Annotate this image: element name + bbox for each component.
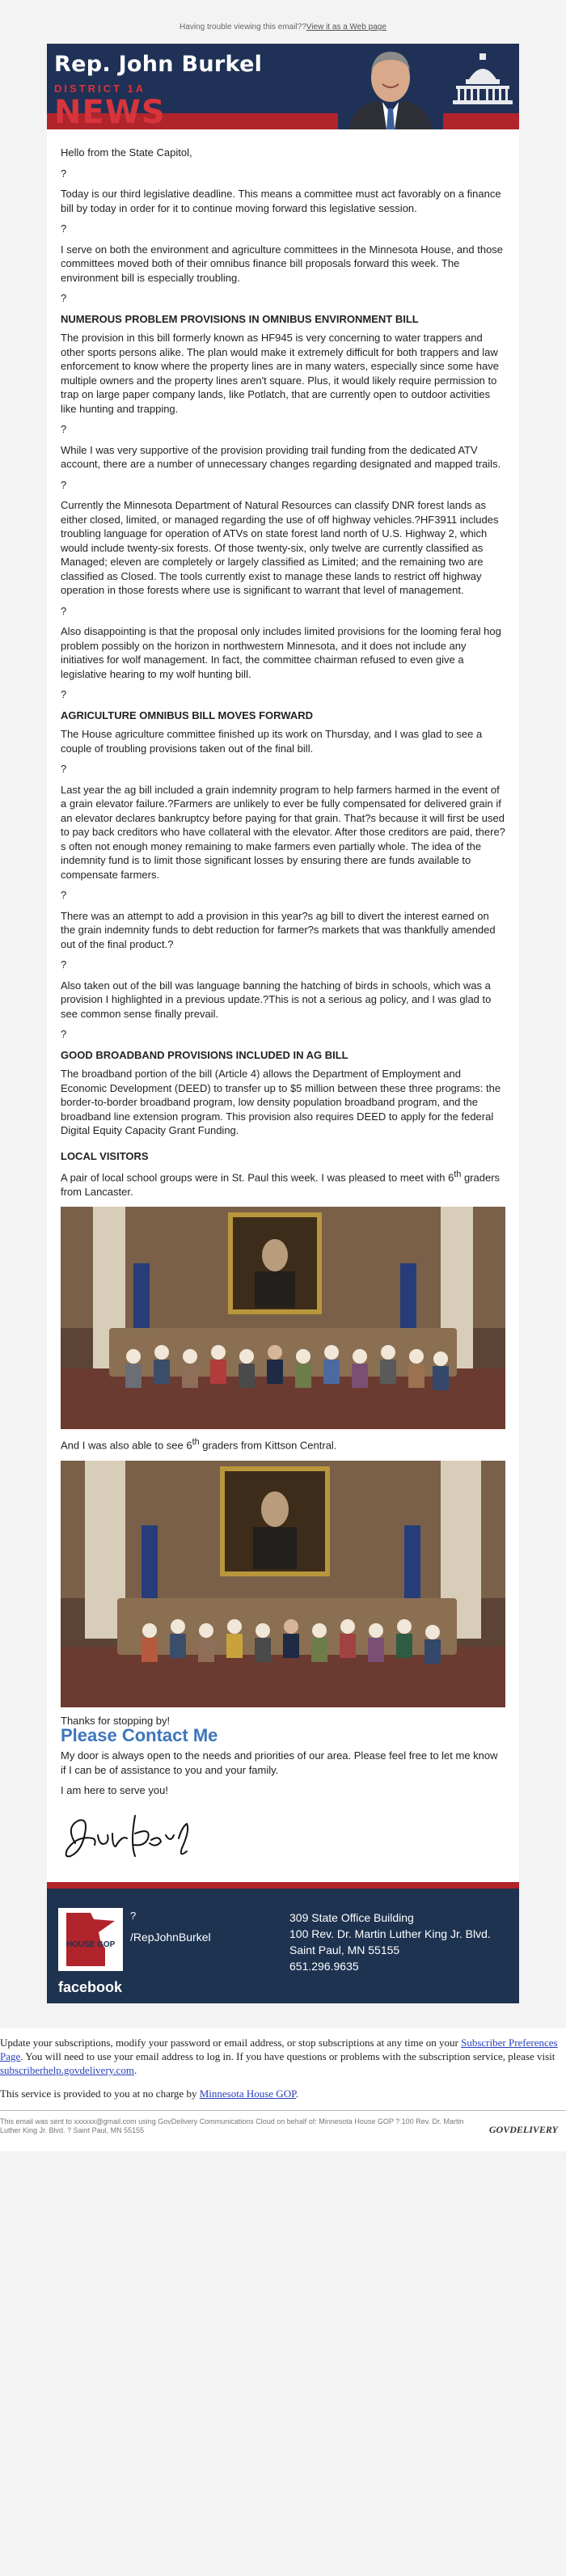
send-info: This email was sent to xxxxxx@gmail.com using GovDelivery Communications Cloud on behalf of: Minnesota House GOP ? 100 Rev. Dr. Martin Luther King Jr. Blvd. ? Saint Paul, MN 55155 xyxy=(0,2117,464,2135)
house-gop-logo[interactable] xyxy=(58,1908,123,1971)
spacer-mark: ? xyxy=(61,604,67,617)
lancaster-group-photo xyxy=(61,1207,505,1429)
spacer-mark: ? xyxy=(61,1028,67,1040)
paragraph: Today is our third legislative deadline. This means a committee must act favorably on a finance bill by today in order for it to continue moving forward this legislative session. xyxy=(61,188,501,214)
spacer-mark: ? xyxy=(61,478,67,491)
capitol-icon xyxy=(451,52,514,108)
rep-name: Rep. John Burkel xyxy=(54,52,263,77)
section-heading: GOOD BROADBAND PROVISIONS INCLUDED IN AG BILL xyxy=(61,1048,348,1061)
spacer-mark: ? xyxy=(61,763,67,775)
kittson-central-group-photo xyxy=(61,1461,505,1707)
subscriber-preferences-link[interactable]: Subscriber Preferences Page xyxy=(0,2037,558,2063)
paragraph: And I was also able to see 6th graders from Kittson Central. xyxy=(61,1437,337,1452)
facebook-label[interactable]: facebook xyxy=(58,1979,123,1996)
facebook-handle-link[interactable]: /RepJohnBurkel xyxy=(130,1931,211,1944)
contact-heading: Please Contact Me xyxy=(61,1724,218,1745)
spacer-mark: ? xyxy=(61,292,67,304)
spacer-mark: ? xyxy=(61,688,67,700)
section-heading: AGRICULTURE OMNIBUS BILL MOVES FORWARD xyxy=(61,709,313,721)
section-heading: LOCAL VISITORS xyxy=(61,1149,149,1162)
greeting: Hello from the State Capitol, xyxy=(61,146,192,159)
govdelivery-logo[interactable]: GOVDELIVERY xyxy=(488,2124,558,2136)
spacer-mark: ? xyxy=(61,889,67,901)
paragraph: My door is always open to the needs and priorities of our area. Please feel free to let me know if I can be of assistance to you and your family. xyxy=(61,1749,498,1776)
rep-portrait xyxy=(338,44,443,129)
service-provider-note: This service is provided to you at no charge by Minnesota House GOP. xyxy=(0,2087,299,2100)
phone-number: 651.296.9635 xyxy=(289,1960,359,1973)
paragraph: A pair of local school groups were in St. Paul this week. I was pleased to meet with 6th graders from Lancaster. xyxy=(61,1170,501,1198)
spacer-mark: ? xyxy=(61,167,67,180)
paragraph: The House agriculture committee finished up its work on Thursday, and I was glad to see a couple of troubling provisions taken out of the final bill. xyxy=(61,728,483,755)
email-card xyxy=(47,44,519,2003)
paragraph: Thanks for stopping by! xyxy=(61,1715,171,1728)
spacer-mark: ? xyxy=(61,222,67,235)
subscriber-help-link[interactable]: subscriberhelp.govdelivery.com xyxy=(0,2064,134,2077)
paragraph: Also disappointing is that the proposal only includes limited provisions for the looming feral hog problem possibly on the horizon in northwestern Minnesota, and it does not include any initiatives for wolf management. In fact, the committee chairman refused to even give a legislative hearing to my wolf hunting bill. xyxy=(61,625,501,680)
spacer-mark: ? xyxy=(61,423,67,435)
news-title: NEWS xyxy=(54,94,166,129)
subscription-info: Update your subscriptions, modify your password or email address, or stop subscriptions at any time on your Subscriber Preferences Page. You will need to use your email address to log in. If you have questions or problems with the subscription service, please visit subscriberhelp.govdelivery.com. xyxy=(0,2037,558,2077)
minnesota-map-icon xyxy=(58,1908,123,1971)
paragraph: I am here to serve you! xyxy=(61,1784,168,1797)
section-heading: NUMEROUS PROBLEM PROVISIONS IN OMNIBUS ENVIRONMENT BILL xyxy=(61,312,419,325)
newsletter-banner xyxy=(47,44,519,129)
contact-footer xyxy=(47,1882,519,2003)
office-address: 309 State Office Building 100 Rev. Dr. Martin Luther King Jr. Blvd. Saint Paul, MN 55155 651.296.9635 xyxy=(289,1911,491,1973)
paragraph: The broadband portion of the bill (Article 4) allows the Department of Employment and Economic Development (DEED) to transfer up to $5 million between these three programs: the border-to-border broadband program, low density population broadband program, and the broadband line extension program. This provision also requires DEED to apply for the federal Digital Equity Capacity Grant Funding. xyxy=(61,1068,501,1136)
spacer-mark: ? xyxy=(61,958,67,971)
paragraph: I serve on both the environment and agriculture committees in the Minnesota House, and those committees moved both of their omnibus finance bill proposals forward this week. The environment bill is especially troubling. xyxy=(61,243,504,284)
paragraph: There was an attempt to add a provision in this year?s ag bill to divert the interest earned on the grain indemnity funds to debt reduction for farmer?s markets that was thankfully amended out of the final product.? xyxy=(61,909,496,950)
district-label: DISTRICT 1A xyxy=(54,82,146,95)
web-version-note: Having trouble viewing this email??View it as a Web page xyxy=(180,23,386,32)
paragraph: While I was very supportive of the provision providing trail funding from the dedicated ATV account, there are a number of unnecessary changes regarding designated and mapped trails. xyxy=(61,443,501,470)
subscription-footer xyxy=(0,2028,566,2151)
email-body xyxy=(47,129,519,1867)
logo-text: HOUSE GOP xyxy=(65,1940,116,1950)
paragraph: Last year the ag bill included a grain indemnity program to help farmers harmed in the event of a grain elevator failure.?Farmers are unlikely to ever be fully compensated for delivered grain if an elevator declares bankruptcy before paying for that grain. That?s because it will first be used to pay back creditors who have collateral with the elevator. After those creditors are paid, there?s often not enough money remaining to make farmers even partially whole. The idea of the indemnity fund is to limit those significant losses by ensuring there are funds available to compensate farmers. xyxy=(61,783,505,881)
paragraph: The provision in this bill formerly known as HF945 is very concerning to water trappers and other sports persons alike. The plan would make it extremely difficult for both trappers and law enforcement to know where the property lines are in many waters, especially since some have multiple owners and the property lines aren't square. Plus, it would likely require permission to trap on large paper company lands, like Potlatch, that are currently open to outdoor activities like hunting and trapping. xyxy=(61,332,499,415)
view-web-page-link[interactable]: View it as a Web page xyxy=(306,23,386,32)
divider xyxy=(0,2110,566,2111)
spacer-mark: ? xyxy=(130,1910,137,1922)
minnesota-house-gop-link[interactable]: Minnesota House GOP xyxy=(199,2087,296,2100)
signature-image xyxy=(61,1811,198,1864)
paragraph: Also taken out of the bill was language banning the hatching of birds in schools, which was a provision I highlighted in a previous update.?This is not a serious ag policy, and I was glad to see common sense finally prevail. xyxy=(61,979,492,1020)
paragraph: Currently the Minnesota Department of Natural Resources can classify DNR forest lands as either closed, limited, or managed regarding the use of off highway vehicles.?HF3911 includes troubling language for operation of ATVs on state forest land north of U.S. Highway 2, which would include twenty-six forests. Of those twenty-six, only twelve are currently classified as Managed; eleven are completely or largely classified as Limited; and the remaining two are classified as Closed. The tools currently exist to manage these lands to restrict off highway operation in those forests where use is significant to warrant that level of management. xyxy=(61,499,499,596)
